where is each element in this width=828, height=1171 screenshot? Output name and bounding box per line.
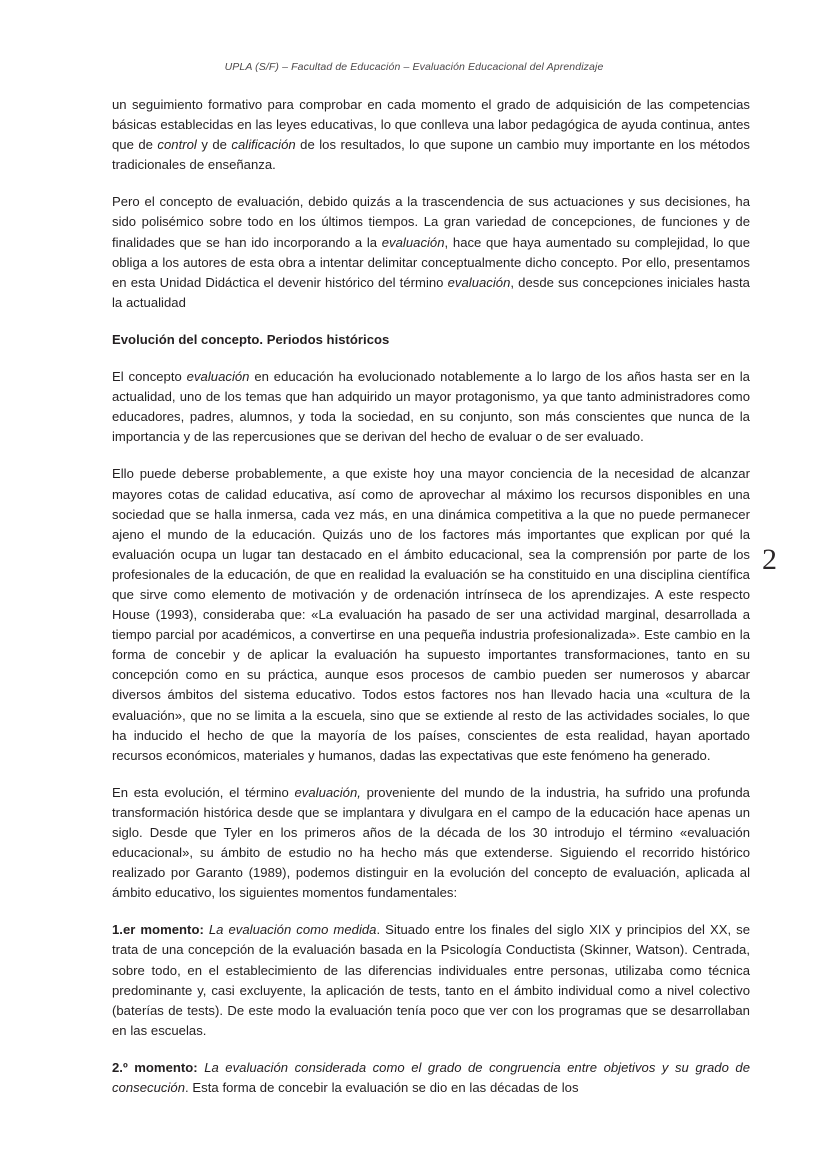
paragraph-7-part-1: . Esta forma de concebir la evaluación se dio en las décadas de los [185,1080,579,1096]
paragraph-6-part-1: . Situado entre los finales del siglo XIX y principios del XX, se trata de una concepción de la evaluación basada en la Psicología Conductista (Skinner, Watson). Centrada, sobre todo, en el establecimiento de las diferencias individuales entre personas, utilizaba como técnica predominante y, casi excluyente, la aplicación de tests, tanto en el ámbito individual como a nivel colectivo (baterías de tests). De este modo la evaluación tenía poco que ver con los programas que se desarrollaban en las escuelas. [112,922,750,1038]
paragraph-5-italic-evaluacion: evaluación, [294,784,361,800]
paragraph-1-part-2: y de [196,137,232,153]
paragraph-7-italic-titulo: La evaluación considerada como el grado de congruencia entre objetivos y su grado de consecución [112,1059,750,1096]
paragraph-polisemico [112,192,750,313]
section-heading-evolucion: Evolución del concepto. Periodos históricos [112,331,390,347]
paragraph-1-italic-control: control [157,137,197,153]
paragraph-1-part-3: de los resultados, lo que supone un cambio muy importante en los métodos tradicionales de enseñanza. [112,137,751,173]
paragraph-concepto-evaluacion [112,367,750,447]
paragraph-6-italic-titulo: La evaluación como medida [203,922,377,938]
paragraph-5-part-1: En esta evolución, el término [112,784,295,800]
paragraph-tyler-garanto [112,783,750,904]
running-head: UPLA (S/F) – Facultad de Educación – Evaluación Educacional del Aprendizaje [224,61,604,73]
paragraph-2-part-3: , desde sus concepciones iniciales hasta la actualidad [112,274,750,310]
paragraph-3-part-1: El concepto [112,369,187,385]
paragraph-5-part-2: proveniente del mundo de la industria, ha sufrido una profunda transformación histórica desde que se implantara y divulgara en el campo de la educación hace apenas un siglo. Desde que Tyler en los primeros años de la década de los 30 introdujo el término «evaluación educacional», su ámbito de estudio no ha hecho más que extenderse. Siguiendo el recorrido histórico realizado por Garanto (1989), podemos distinguir en la evolución del concepto de evaluación, aplicada al ámbito educativo, los siguientes momentos fundamentales: [112,784,750,901]
paragraph-segundo-momento [112,1058,750,1098]
paragraph-house-1993: Ello puede deberse probablemente, a que existe hoy una mayor conciencia de la necesidad de alcanzar mayores cotas de calidad educativa, así como de aprovechar al máximo los recursos disponibles en una sociedad que se halla inmersa, cada vez más, en una dinámica competitiva a la que no puede permanecer ajeno el mundo de la educación. Quizás uno de los factores más importantes que explican por qué la evaluación ocupa un lugar tan destacado en el ámbito educacional, sea la comprensión por parte de los profesionales de la educación, de que en realidad la evaluación se ha constituido en una disciplina científica que sirve como elemento de motivación y de ordenación intrínseca de los aprendizajes. A este respecto House (1993), consideraba que: «La evaluación ha pasado de ser una actividad marginal, desarrollada a tiempo parcial por académicos, a convertirse en una pequeña industria profesionalizada». Este cambio en la forma de concebir y de aplicar la evaluación ha supuesto importantes transformaciones, tanto en su concepción como en su práctica, aunque esos procesos de cambio pueden ser numerosos y abarcar diversos ámbitos del sistema educativo. Todos estos factores nos han llevado hacia una «cultura de la evaluación», que no se limita a la escuela, sino que se extiende al resto de las actividades sociales, lo que ha inducido el hecho de que la mayoría de los países, conscientes de esta realidad, hayan aportado recursos económicos, materiales y humanos, dadas las expectativas que este fenómeno ha generado. [112,466,750,763]
paragraph-1-italic-calificacion: calificación [231,137,296,153]
paragraph-2-italic-evaluacion-1: evaluación [381,234,445,250]
paragraph-1-part-1: un seguimiento formativo para comprobar en cada momento el grado de adquisición de las competencias básicas establecidas en las leyes educativas, lo que conlleva una labor pedagógica de ayuda continua, antes que de [112,97,750,153]
paragraph-2-italic-evaluacion-2: evaluación [447,274,511,290]
paragraph-2-part-2: , hace que haya aumentado su complejidad, lo que obliga a los autores de esta obra a intentar delimitar conceptualmente dicho concepto. Por ello, presentamos en esta Unidad Didáctica el devenir histórico del término [112,234,750,290]
page-content [112,95,750,1098]
paragraph-3-italic-evaluacion: evaluación [186,369,250,385]
paragraph-continuation [112,95,750,175]
page-number: 2 [762,543,777,576]
label-primer-momento: 1.er momento: [112,922,204,938]
label-segundo-momento: 2.º momento: [112,1059,198,1075]
paragraph-2-part-1: Pero el concepto de evaluación, debido quizás a la trascendencia de sus actuaciones y sus decisiones, ha sido polisémico sobre todo en los últimos tiempos. La gran variedad de concepciones, de funciones y de finalidades que se han ido incorporando a la [112,194,750,250]
paragraph-3-part-2: en educación ha evolucionado notablemente a lo largo de los años hasta ser en la actualidad, uno de los temas que han adquirido un mayor protagonismo, ya que tanto administradores como educadores, padres, alumnos, y toda la sociedad, en su conjunto, son más conscientes que nunca de la importancia y de las repercusiones que se derivan del hecho de evaluar o de ser evaluado. [112,369,750,445]
paragraph-primer-momento [112,920,750,1041]
